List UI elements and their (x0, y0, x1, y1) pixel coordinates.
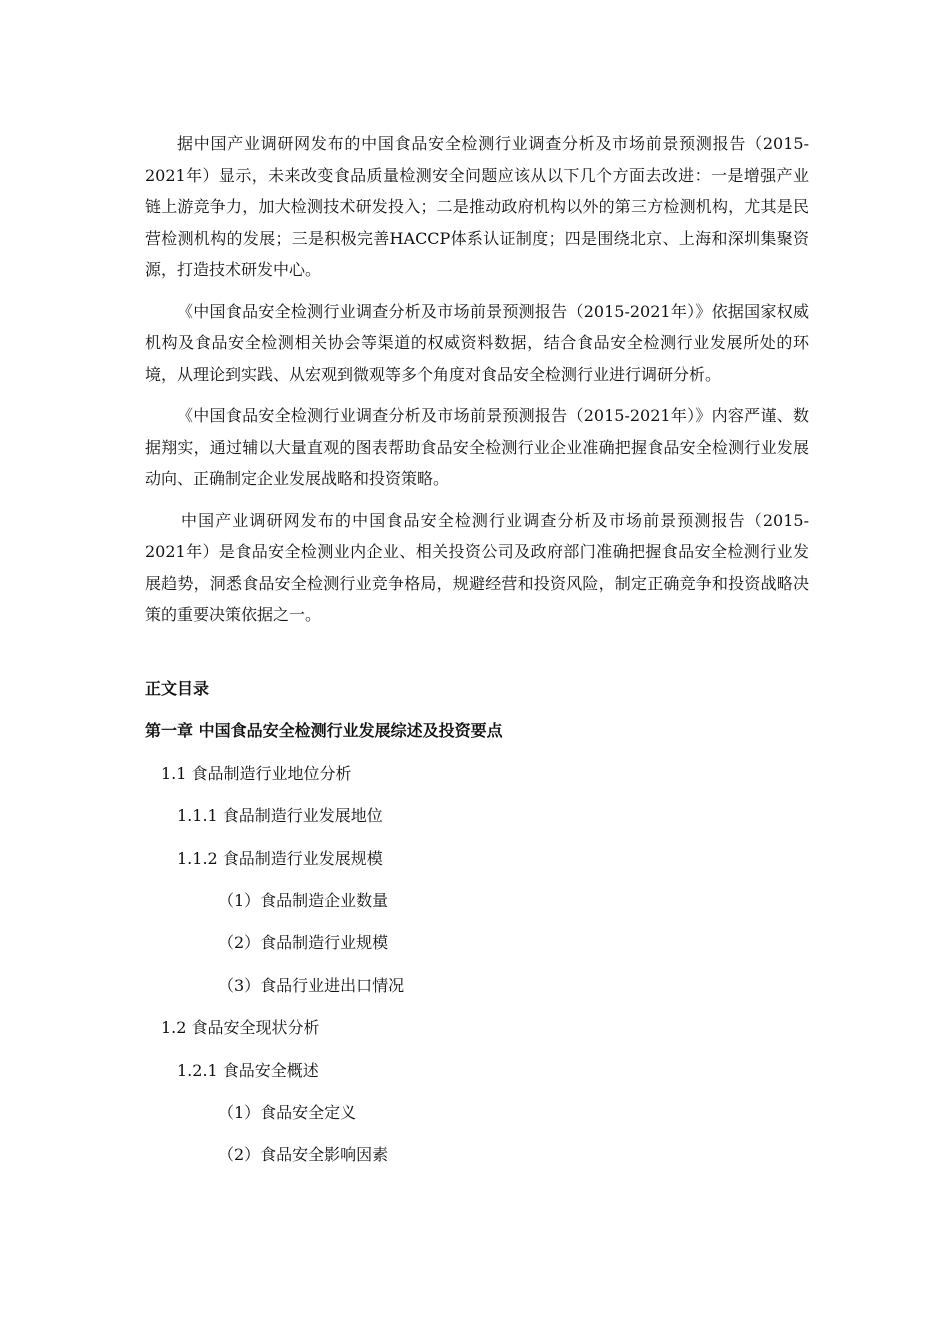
body-paragraph-3: 《中国食品安全检测行业调查分析及市场前景预测报告（2015-2021年）》内容严谨、数据翔实，通过辅以大量直观的图表帮助食品安全检测行业企业准确把握食品安全检测行业发展动向、正确制定企业发展战略和投资策略。 (145, 406, 809, 488)
body-paragraph-1: 据中国产业调研网发布的中国食品安全检测行业调查分析及市场前景预测报告（2015-2021年）显示，未来改变食品质量检测安全问题应该从以下几个方面去改进：一是增强产业链上游竞争力，加大检测技术研发投入；二是推动政府机构以外的第三方检测机构，尤其是民营检测机构的发展；三是积极完善HACCP体系认证制度；四是围绕北京、上海和深圳集聚资源，打造技术研发中心。 (145, 134, 809, 279)
toc-item: 1.1.2 食品制造行业发展规模 (177, 849, 383, 868)
toc-item: 1.1.1 食品制造行业发展地位 (177, 806, 383, 825)
toc-item: 1.1 食品制造行业地位分析 (161, 764, 352, 783)
toc-item: （1）食品制造企业数量 (218, 891, 389, 910)
toc-item: 1.2.1 食品安全概述 (177, 1061, 319, 1080)
toc-item: （3）食品行业进出口情况 (218, 976, 405, 995)
document-page (145, 128, 809, 641)
body-paragraph-4: 中国产业调研网发布的中国食品安全检测行业调查分析及市场前景预测报告（2015-2021年）是食品安全检测业内企业、相关投资公司及政府部门准确把握食品安全检测行业发展趋势，洞悉食品安全检测行业竞争格局，规避经营和投资风险，制定正确竞争和投资战略决策的重要决策依据之一。 (145, 510, 809, 624)
toc-item: （1）食品安全定义 (218, 1103, 357, 1122)
body-paragraph-2: 《中国食品安全检测行业调查分析及市场前景预测报告（2015-2021年）》依据国家权威机构及食品安全检测相关协会等渠道的权威资料数据，结合食品安全检测行业发展所处的环境，从理论到实践、从宏观到微观等多个角度对食品安全检测行业进行调研分析。 (145, 301, 809, 384)
toc-item: 1.2 食品安全现状分析 (161, 1018, 320, 1037)
toc-chapter-1: 第一章 中国食品安全检测行业发展综述及投资要点 (145, 721, 503, 740)
toc-title: 正文目录 (145, 679, 210, 698)
toc-item: （2）食品制造行业规模 (218, 933, 389, 952)
toc-item: （2）食品安全影响因素 (218, 1145, 389, 1164)
